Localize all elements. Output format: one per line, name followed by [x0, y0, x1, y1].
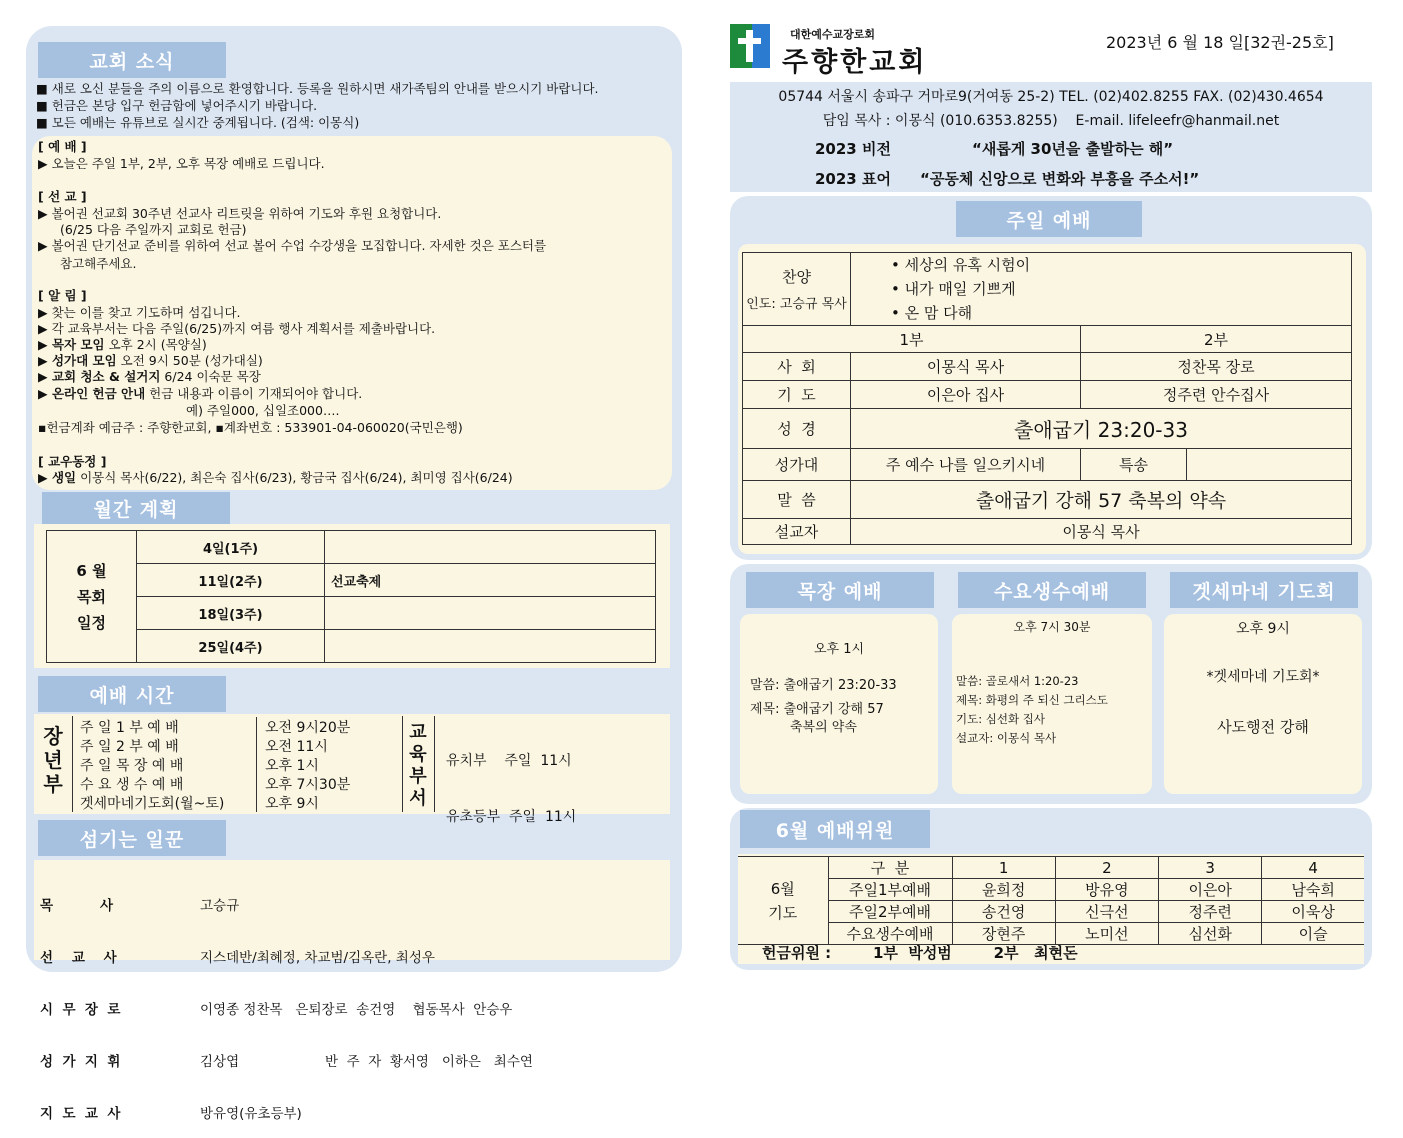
event-cell [325, 531, 656, 564]
committee-cell: 송건영 [952, 901, 1055, 923]
gethsemane-box [1164, 614, 1362, 794]
sermon: 출애굽기 강해 57 축복의 약속 [851, 481, 1352, 519]
notice-item: ▶ 교회 청소 & 설거지 6/24 이숙문 목장 [38, 369, 261, 384]
committee-header: 3 [1159, 857, 1262, 879]
prayer-2: 정주련 안수집사 [1081, 381, 1352, 409]
service-name: 주 일 2 부 예 배 [80, 739, 179, 755]
workers-title: 섬기는 일꾼 [38, 820, 226, 856]
worker-role: 지 도 교 사 [40, 1106, 121, 1122]
edu-row: 유치부 주일 11시 [446, 753, 572, 769]
motto-text: “공동체 신앙으로 변화와 부흥을 주소서!” [920, 170, 1200, 188]
mokjang-time: 오후 1시 [813, 642, 865, 657]
week-cell: 25일(4주) [137, 630, 325, 663]
presider-1: 이몽식 목사 [851, 353, 1081, 381]
mission-line: (6/25 다음 주일까지 교회로 헌금) [60, 222, 247, 237]
presider-2: 정찬목 장로 [1081, 353, 1352, 381]
committee-label: 6월 기도 [738, 857, 828, 945]
worker-role: 시 무 장 로 [40, 1002, 121, 1018]
mokjang-topic: 축복의 약속 [790, 720, 857, 735]
week-cell: 11일(2주) [137, 564, 325, 597]
committee-service: 주일1부예배 [828, 879, 952, 901]
church-name: 주향한교회 [782, 47, 928, 78]
committee-title: 6월 예배위원 [740, 810, 930, 848]
notice-heading: [ 알 림 ] [38, 288, 87, 303]
committee-table [738, 856, 1364, 945]
church-logo [730, 24, 770, 68]
choir-label: 성가대 [743, 449, 851, 481]
special-label: 특송 [1081, 449, 1187, 481]
worship-line: ▶ 오늘은 주일 1부, 2부, 오후 목장 예배로 드립니다. [38, 156, 325, 171]
mokjang-text: 말씀: 출애굽기 23:20-33 [750, 678, 897, 693]
song-item: • 세상의 유혹 시험이 [891, 256, 1031, 274]
service-name: 주 일 목 장 예 배 [80, 758, 184, 774]
committee-header: 2 [1055, 857, 1158, 879]
notice-item: ▶ 찾는 이를 찾고 기도하며 섬깁니다. [38, 305, 241, 320]
adult-label: 장년부 [43, 724, 63, 796]
edu-label: 교육부서 [409, 722, 427, 809]
preacher-label: 설교자 [743, 519, 851, 545]
event-cell [325, 630, 656, 663]
committee-cell: 남숙희 [1262, 879, 1364, 901]
committee-cell: 신극선 [1055, 901, 1158, 923]
week-cell: 18일(3주) [137, 597, 325, 630]
worker-role: 목 사 [40, 898, 114, 914]
committee-cell: 장현주 [952, 923, 1055, 945]
mokjang-topic: 제목: 출애굽기 강해 57 [750, 702, 884, 717]
mission-line: ▶ 볼어권 단기선교 준비를 위하여 선교 볼어 수업 수강생을 모집합니다. 자세한 것은 포스터를 [38, 238, 547, 253]
committee-cell: 이은아 [1159, 879, 1262, 901]
praise-cell: 찬양 인도: 고승규 목사 [743, 253, 851, 326]
worker-role: 선 교 사 [40, 950, 117, 966]
committee-header: 1 [952, 857, 1055, 879]
vision-label: 2023 비전 [815, 140, 891, 158]
adult-times [80, 717, 396, 812]
notice-item: ▶ 온라인 헌금 안내 헌금 내용과 이름이 기재되어야 합니다. [38, 386, 363, 401]
committee-service: 주일2부예배 [828, 901, 952, 923]
notice-item: ▶ 목자 모임 오후 2시 (목양실) [38, 337, 207, 352]
monthly-table [46, 530, 656, 663]
gethsemane-name: *겟세마네 기도회* [1206, 669, 1320, 685]
wednesday-line: 기도: 심선화 집사 [956, 712, 1045, 726]
wednesday-lines [956, 672, 1108, 748]
notice-item: ▶ 성가대 모임 오전 9시 50분 (성가대실) [38, 353, 263, 368]
committee-service: 수요생수예배 [828, 923, 952, 945]
mission-line: 참고해주세요. [60, 256, 137, 271]
edu-row: 유초등부 주일 11시 [446, 809, 577, 825]
service-time: 오전 9시20분 [256, 717, 396, 736]
worship-heading: [ 예 배 ] [38, 139, 87, 154]
praise-songs [851, 253, 1352, 326]
wednesday-title: 수요생수예배 [958, 572, 1146, 608]
sunday-title: 주일 예배 [956, 201, 1142, 237]
song-item: • 온 맘 다해 [891, 304, 973, 322]
adult-divider [72, 716, 73, 812]
gethsemane-time: 오후 9시 [1236, 621, 1290, 637]
service-time: 오전 11시 [256, 736, 396, 755]
fellowship-heading: [ 교우동정 ] [38, 454, 107, 469]
mission-heading: [ 선 교 ] [38, 189, 87, 204]
service-time: 오후 1시 [256, 755, 396, 774]
notice-line: ■ 모든 예배는 유튜브로 실시간 중계됩니다. (검색: 이몽식) [36, 115, 360, 130]
committee-cell: 심선화 [1159, 923, 1262, 945]
wednesday-line: 말씀: 골로새서 1:20-23 [956, 674, 1079, 688]
mokjang-title: 목장 예배 [746, 572, 934, 608]
workers-list [40, 862, 533, 1138]
denomination: 대한예수교장로회 [790, 28, 876, 41]
week-cell: 4일(1주) [137, 531, 325, 564]
notice-item: ▶ 각 교육부서는 다음 주일(6/25)까지 여름 행사 계획서를 제출바랍니다. [38, 321, 436, 336]
committee-header: 구 분 [828, 857, 952, 879]
committee-cell: 윤희정 [952, 879, 1055, 901]
service-name: 수 요 생 수 예 배 [80, 777, 184, 793]
worker-names: 이영종 정찬목 은퇴장로 송건영 협동목사 안승우 [200, 1002, 513, 1018]
committee-header: 4 [1262, 857, 1364, 879]
scripture: 출애굽기 23:20-33 [851, 409, 1352, 449]
worker-names: 지스데반/최혜정, 차교범/김옥란, 최성우 [200, 950, 435, 966]
offering-committee: 헌금위원 : 1부 박성범 2부 최현돈 [762, 944, 1078, 962]
wednesday-line: 제목: 화평의 주 되신 그리스도 [956, 693, 1108, 707]
motto-label: 2023 표어 [815, 170, 891, 188]
gethsemane-title: 겟세마네 기도회 [1170, 572, 1358, 608]
wednesday-line: 설교자: 이몽식 목사 [956, 731, 1057, 745]
sermon-label: 말 씀 [743, 481, 851, 519]
gethsemane-study: 사도행전 강해 [1217, 718, 1309, 736]
offering-example: 예) 주일000, 십일조000…. [186, 403, 340, 418]
worker-names: 김상엽 반 주 자 황서영 이하은 최수연 [200, 1054, 533, 1070]
special-value [1187, 449, 1352, 481]
service-name: 겟세마네기도회(월~토) [80, 796, 225, 812]
service-time: 오후 7시30분 [256, 774, 396, 793]
notice-line: ■ 새로 오신 분들을 주의 이름으로 환영합니다. 등록을 원하시면 새가족팀의 안내를 받으시기 바랍니다. [36, 81, 599, 96]
news-title: 교회 소식 [38, 42, 226, 78]
vision-text: “새롭게 30년을 출발하는 해” [972, 140, 1174, 158]
mission-line: ▶ 볼어권 선교회 30주년 선교사 리트릿을 위하여 기도와 후원 요청합니다. [38, 206, 442, 221]
worker-names: 고승규 [200, 898, 240, 914]
account-line: ▪헌금계좌 예금주 : 주향한교회, ▪계좌번호 : 533901-04-060020(국민은행) [38, 420, 463, 435]
presider-label: 사 회 [743, 353, 851, 381]
monthly-label: 6 월 목회 일정 [47, 531, 137, 663]
edu-divider [402, 716, 403, 812]
pastor-info: 담임 목사 : 이몽식 (010.6353.8255) E-mail. lifeleefr@hanmail.net [822, 113, 1280, 129]
wednesday-time: 오후 7시 30분 [1013, 620, 1091, 634]
times-title: 예배 시간 [38, 676, 226, 712]
preacher: 이몽식 목사 [851, 519, 1352, 545]
worker-role: 성 가 지 휘 [40, 1054, 121, 1070]
part1-header: 1부 [743, 326, 1081, 353]
choir-song: 주 예수 나를 일으키시네 [851, 449, 1081, 481]
cross-icon [730, 24, 770, 68]
prayer-label: 기 도 [743, 381, 851, 409]
birthday-line: ▶ 생일 이몽식 목사(6/22), 최은숙 집사(6/23), 황금국 집사(6/24), 최미영 집사(6/24) [38, 470, 513, 485]
church-address: 05744 서울시 송파구 거마로9(거여동 25-2) TEL. (02)402.8255 FAX. (02)430.4654 [778, 89, 1324, 105]
event-cell [325, 597, 656, 630]
service-time: 오후 9시 [256, 793, 396, 812]
committee-cell: 이슬 [1262, 923, 1364, 945]
committee-cell: 방유영 [1055, 879, 1158, 901]
worker-names: 방유영(유초등부) [200, 1106, 302, 1122]
bulletin-date: 2023년 6 월 18 일[32권-25호] [1106, 33, 1334, 52]
scripture-label: 성 경 [743, 409, 851, 449]
prayer-1: 이은아 집사 [851, 381, 1081, 409]
monthly-title: 월간 계획 [42, 492, 230, 524]
notice-line: ■ 헌금은 본당 입구 헌금함에 넣어주시기 바랍니다. [36, 98, 318, 113]
committee-cell: 노미선 [1055, 923, 1158, 945]
service-name: 주 일 1 부 예 배 [80, 720, 179, 736]
edu-divider-2 [434, 716, 435, 812]
committee-cell: 정주련 [1159, 901, 1262, 923]
event-cell: 선교축제 [325, 564, 656, 597]
committee-cell: 이욱상 [1262, 901, 1364, 923]
song-item: • 내가 매일 기쁘게 [891, 280, 1016, 298]
sunday-table [742, 252, 1352, 545]
part2-header: 2부 [1081, 326, 1352, 353]
